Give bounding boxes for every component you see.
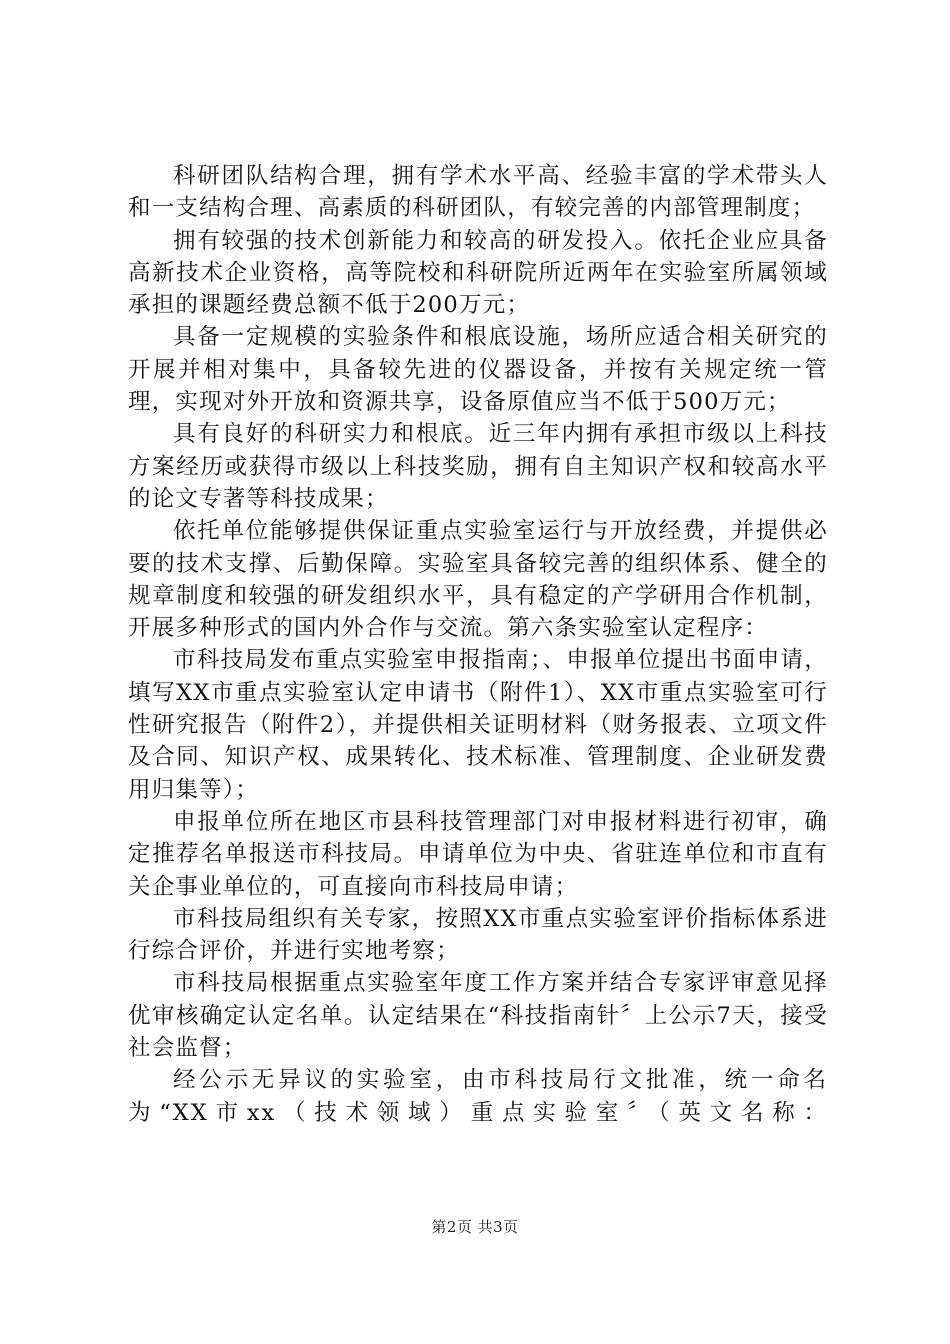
page-footer: 第2页 共3页 (431, 1218, 519, 1236)
paragraph-5: 依托单位能够提供保证重点实验室运行与开放经费，并提供必要的技术支撑、后勤保障。实验室具备较完善的组织体系、健全的规章制度和较强的研发组织水平，具有稳定的产学研用合作机制，开展多种形式的国内外合作与交流。第六条实验室认定程序： (128, 518, 828, 642)
paragraph-8: 市科技局组织有关专家，按照XX市重点实验室评价指标体系进行综合评价，并进行实地考察； (128, 905, 828, 965)
paragraph-2: 拥有较强的技术创新能力和较高的研发投入。依托企业应具备高新技术企业资格，高等院校和科研院所近两年在实验室所属领域承担的课题经费总额不低于200万元； (128, 227, 828, 319)
paragraph-1: 科研团队结构合理，拥有学术水平高、经验丰富的学术带头人和一支结构合理、高素质的科研团队，有较完善的内部管理制度； (128, 163, 828, 222)
paragraph-6: 市科技局发布重点实验室申报指南；、申报单位提出书面申请，填写XX市重点实验室认定申请书（附件1）、XX市重点实验室可行性研究报告（附件2），并提供相关证明材料（财务报表、立项文件及合同、知识产权、成果转化、技术标准、管理制度、企业研发费用归集等）； (128, 647, 828, 803)
paragraph-3: 具备一定规模的实验条件和根底设施，场所应适合相关研究的开展并相对集中，具备较先进的仪器设备，并按有关规定统一管理，实现对外开放和资源共享，设备原值应当不低于500万元； (128, 324, 828, 416)
paragraph-7: 申报单位所在地区市县科技管理部门对申报材料进行初审，确定推荐名单报送市科技局。申请单位为中央、省驻连单位和市直有关企事业单位的，可直接向市科技局申请； (128, 808, 828, 900)
paragraph-10: 经公示无异议的实验室，由市科技局行文批准，统一命名为“XX市xx（技术领域）重点实验室〞（英文名称： (128, 1067, 828, 1126)
paragraph-4: 具有良好的科研实力和根底。近三年内拥有承担市级以上科技方案经历或获得市级以上科技奖励，拥有自主知识产权和较高水平的论文专著等科技成果； (128, 421, 828, 512)
paragraph-9: 市科技局根据重点实验室年度工作方案并结合专家评审意见择优审核确定认定名单。认定结果在“科技指南针〞上公示7天，接受社会监督； (128, 970, 828, 1062)
document-body (128, 160, 828, 1129)
